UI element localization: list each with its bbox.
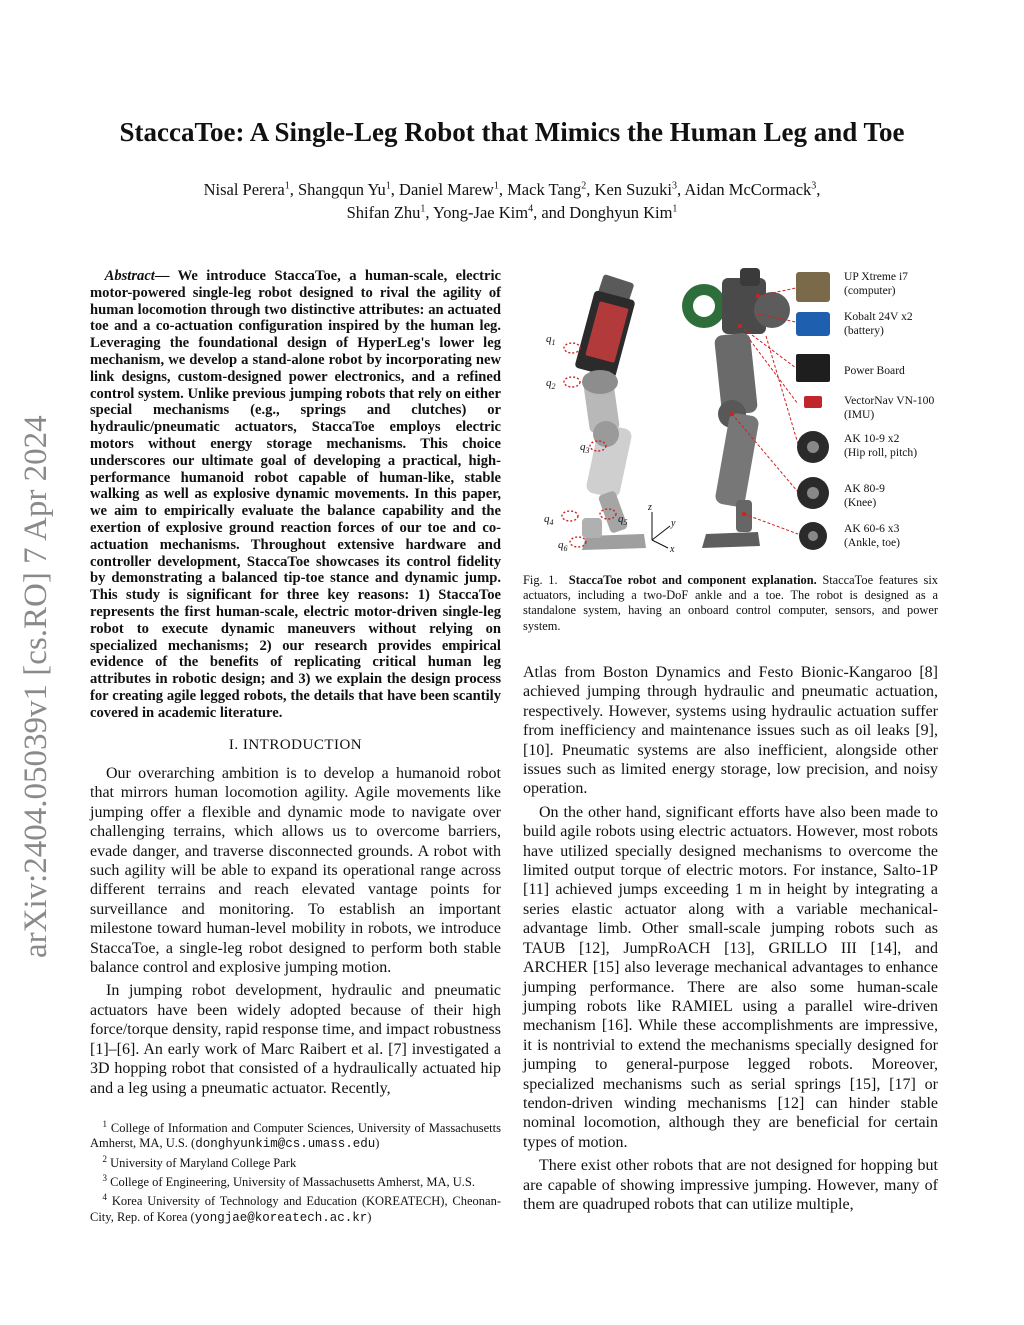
paragraph: Atlas from Boston Dynamics and Festo Bionic-Kangaroo [8] achieved jumping through hydraulic and pneumatic actuation, respectively. However, systems using hydraulic actuation suffer from inefficiency and maintenance issues such as oil leaks [9], [10]. Pneumatic systems are also inefficient, alongside other issues such as limited energy storage, low precision, and noisy operation. xyxy=(523,664,938,798)
footnote-text: ) xyxy=(367,1209,372,1224)
footnote-text: Korea University of Technology and Education (KOREATECH), Cheonan-City, Rep. of Korea ( xyxy=(90,1194,501,1224)
footnote xyxy=(90,1171,501,1190)
footnote xyxy=(90,1190,501,1225)
author: Mack Tang xyxy=(507,180,582,199)
author: Aidan McCormack xyxy=(684,180,812,199)
figure-1 xyxy=(526,264,938,566)
paragraph: There exist other robots that are not designed for hopping but are capable of showing impressive jumping. However, many of them are quadruped robots that can utilize multiple, xyxy=(523,1157,938,1213)
author: Donghyun Kim xyxy=(569,203,673,222)
component-label: Kobalt 24V x2 (battery) xyxy=(844,310,913,337)
author: Nisal Perera xyxy=(203,180,285,199)
joint-label-q1: $q_1$ xyxy=(546,333,556,347)
footnotes xyxy=(90,1117,501,1226)
affiliation-mark: 1 xyxy=(420,203,426,215)
author: Ken Suzuki xyxy=(594,180,672,199)
footnote-mark: 1 xyxy=(102,1119,107,1129)
footnote-mark: 3 xyxy=(102,1173,107,1184)
joint-label-q4: $q_4$ xyxy=(544,513,554,527)
left-column-body xyxy=(90,764,501,1102)
battery-icon xyxy=(796,312,830,336)
affiliation-mark: 3 xyxy=(672,180,677,192)
arxiv-id-text: arXiv:2404.05039v1 [cs.RO] 7 Apr 2024 xyxy=(18,415,54,958)
axis-label-x: x xyxy=(670,544,675,555)
footnote-mark: 2 xyxy=(102,1154,107,1165)
component-label: AK 10-9 x2 (Hip roll, pitch) xyxy=(844,432,918,459)
axis-label-z: z xyxy=(648,502,652,513)
paragraph: Our overarching ambition is to develop a humanoid robot that mirrors human locomotion agility. Agile movements like jumping offer a flexible and dynamic mode to navigate over challenging terrains, which allows us to overcome barriers, evade danger, and traverse disconnected grounds. A robot with such agility will be able to expand its operational range across different terrains and reach elevated vantage points for surveillance and monitoring. To establish an important milestone toward human-level mobility in robots, we introduce StaccaToe, a single-leg robot designed to perform both stable balance control and explosive jumping motion. xyxy=(90,765,501,977)
imu-icon xyxy=(804,396,822,408)
footnote-text: College of Information and Computer Sciences, University of Massachusetts Amherst, MA, U.S. ( xyxy=(90,1121,501,1151)
author: Daniel Marew xyxy=(399,180,494,199)
affiliation-mark: 1 xyxy=(385,180,391,192)
arxiv-identifier xyxy=(2,360,64,960)
author: Yong-Jae Kim xyxy=(433,203,529,222)
author: Shifan Zhu xyxy=(346,203,421,222)
coordinate-frame xyxy=(647,502,676,555)
email-link[interactable]: donghyunkim@cs.umass.edu xyxy=(195,1137,376,1152)
affiliation-mark: 2 xyxy=(581,180,587,192)
author: Shangqun Yu xyxy=(297,180,386,199)
abstract xyxy=(90,268,501,722)
affiliation-mark: 1 xyxy=(493,180,499,192)
footnote-text: University of Maryland College Park xyxy=(110,1156,297,1171)
component-label: AK 60-6 x3 (Ankle, toe) xyxy=(844,522,901,549)
affiliation-mark: 1 xyxy=(284,180,290,192)
paragraph: On the other hand, significant efforts have also been made to build agile robots using electric actuators. However, most robots have utilized specially designed mechanisms to overcome the limited output torque of electric motors. For instance, Salto-1P [11] achieved jumps exceeding 1 m in height by integrating a series elastic actuator along with a variable mechanical-advantage limb. Other small-scale jumping robots such as TAUB [12], JumpRoACH [13], GRILLO III [14], and ARCHER [15] also leverage mechanical advantages to enhance jumping performance. There are also some human-scale jumping robots like RAMIEL using a parallel wire-driven mechanism [16]. While these accomplishments are impressive, it is nontrivial to extend the mechanisms specially designed for jumping to general-purpose legged robots. Moreover, specialized mechanisms such as serial springs [15], [17] or tendon-driven winding mechanisms [12] can hinder stable nominal locomotion, although they are beneficial for certain types of motion. xyxy=(523,803,938,1151)
joint-label-q3: $q_3$ xyxy=(580,441,590,455)
caption-text: StaccaToe features six actuators, including a two-DoF ankle and a toe. The robot is designed as a standalone system, having an onboard control computer, sensors, and power system. xyxy=(523,573,938,633)
joint-label-q5: $q_5$ xyxy=(618,513,628,527)
component-label: AK 80-9 (Knee) xyxy=(844,482,885,509)
computer-board-icon xyxy=(796,272,830,302)
paragraph: In jumping robot development, hydraulic and pneumatic actuators have been widely adopted because of their high force/torque density, rapid response time, and impact robustness [1]–[6]. An early work of Marc Raibert et al. [7] investigated a 3D hopping robot that consisted of a hydraulically actuated hip and a leg using a pneumatic actuator. Recently, xyxy=(90,982,501,1097)
robot-render-right xyxy=(682,268,790,548)
axis-label-y: y xyxy=(671,518,676,529)
figure-caption xyxy=(523,573,938,634)
footnote-text: College of Engineering, University of Massachusetts Amherst, MA, U.S. xyxy=(110,1175,476,1190)
power-board-icon xyxy=(796,354,830,382)
footnote-text: ) xyxy=(375,1136,380,1151)
joint-label-q6: $q_6$ xyxy=(558,539,568,553)
footnote xyxy=(90,1152,501,1171)
component-label: UP Xtreme i7 (computer) xyxy=(844,270,908,297)
section-heading-introduction: I. INTRODUCTION xyxy=(228,737,363,753)
author-line-1: Nisal Perera$^1$, Shangqun Yu$^1$, Daniel Marew$^1$, Mack Tang$^2$, Ken Suzuki$^3$, Aidan McCormack$^3$, xyxy=(203,180,821,199)
component-label: Power Board xyxy=(844,364,905,377)
email-link[interactable]: yongjae@koreatech.ac.kr xyxy=(194,1210,368,1225)
author-line-2: Shifan Zhu$^1$, Yong-Jae Kim$^4$, and Donghyun Kim$^1$ xyxy=(346,203,678,222)
paper-title: StaccaToe: A Single-Leg Robot that Mimics the Human Leg and Toe xyxy=(119,117,905,147)
affiliation-mark: 3 xyxy=(811,180,817,192)
right-column-body xyxy=(523,663,938,1218)
footnote-mark: 4 xyxy=(102,1192,107,1203)
caption-label: Fig. 1. xyxy=(523,573,558,587)
footnote xyxy=(90,1117,501,1152)
abstract-lead: Abstract xyxy=(104,268,155,284)
caption-bold: StaccaToe robot and component explanation. xyxy=(568,573,817,587)
abstract-text: — We introduce StaccaToe, a human-scale, electric motor-powered single-leg robot designed to rival the agility of human locomotion through two distinctive attributes: an actuated toe and a co-actuation configuration inspired by the human leg. Leveraging the foundational design of HyperLeg's lower leg mechanism, we develop a stand-alone robot by incorporating new link designs, custom-designed power electronics, and a refined control system. Unlike previous jumping robots that rely on either special mechanisms (e.g., springs and clutches) or hydraulic/pneumatic actuators, StaccaToe employs electric motors without energy storage mechanisms. This choice underscores our ultimate goal of developing a practical, high-performance humanoid robot capable of human-like, stable walking as well as explosive dynamic movements. In this paper, we aim to empirically evaluate the balance capability and the exertion of explosive ground reaction forces of our toe and co-actuation mechanisms. Throughout extensive hardware and controller development, StaccaToe showcases its control fidelity by demonstrating a balanced tip-toe stance and dynamic jump. This study is significant for three key reasons: 1) StaccaToe represents the first human-scale, electric motor-driven single-leg robot to execute dynamic maneuvers without relying on specialized mechanisms; 2) our research provides empirical evidence of the benefits of replicating critical human leg attributes in robotic design; and 3) we explain the design process for creating agile legged robots, the details that have been scantily covered in academic literature. xyxy=(90,268,501,721)
affiliation-mark: 4 xyxy=(528,203,534,215)
component-icons xyxy=(796,272,830,550)
component-label: VectorNav VN-100 (IMU) xyxy=(844,394,935,421)
affiliation-mark: 1 xyxy=(672,203,678,215)
joint-label-q2: $q_2$ xyxy=(546,377,556,391)
